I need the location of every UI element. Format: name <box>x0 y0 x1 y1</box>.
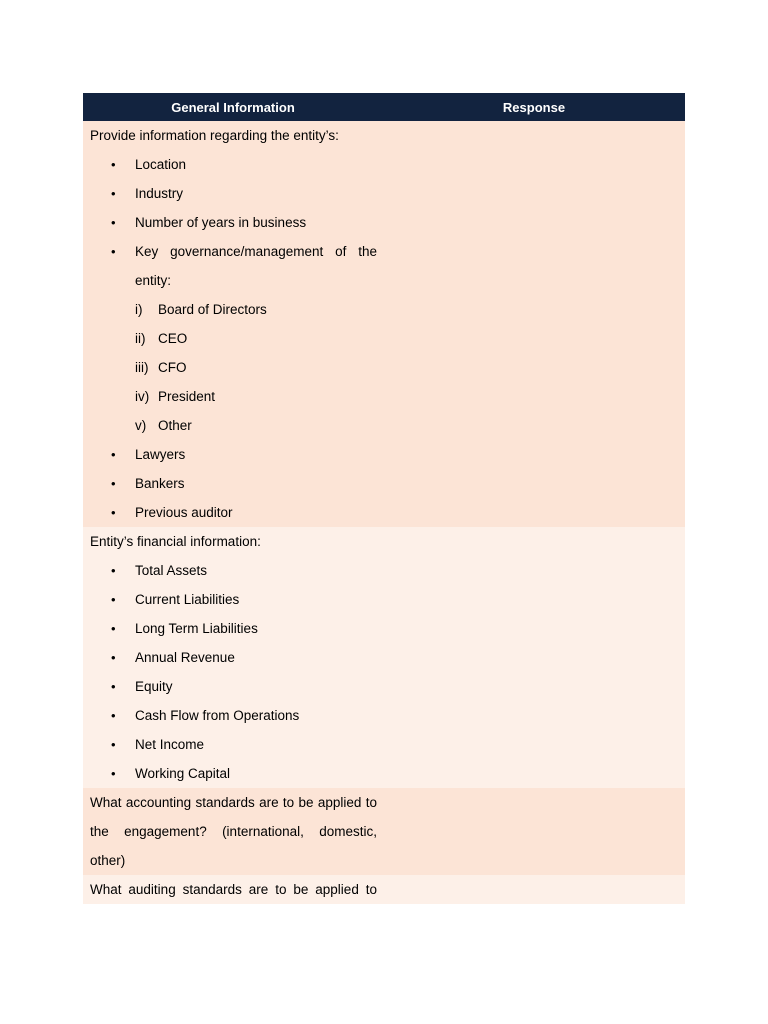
bullet-icon: • <box>111 157 116 172</box>
financial-info-list <box>90 556 383 788</box>
entity-info-intro: Provide information regarding the entity’s: <box>90 128 339 143</box>
list-item: • Industry <box>90 179 377 208</box>
question-cell <box>83 788 383 875</box>
list-item: • Long Term Liabilities <box>90 614 377 643</box>
response-cell[interactable] <box>383 527 685 788</box>
list-item: • Number of years in business <box>90 208 377 237</box>
table-row-financial-info <box>83 527 685 788</box>
list-item: • Location <box>90 150 377 179</box>
list-item: • Working Capital <box>90 759 377 788</box>
governance-line2: entity: <box>135 273 172 288</box>
header-response: Response <box>383 93 685 121</box>
bullet-icon: • <box>111 766 116 781</box>
accounting-standards-question: What accounting standards are to be applied to the engagement? (international, domestic, other) <box>90 795 377 868</box>
table-row-accounting-standards <box>83 788 685 875</box>
sublist-item: i) Board of Directors <box>135 302 267 317</box>
bullet-icon: • <box>111 447 116 462</box>
bullet-icon: • <box>111 679 116 694</box>
general-information-table <box>83 93 685 904</box>
sublist-item: iv) President <box>135 389 216 404</box>
bullet-icon: • <box>111 244 116 259</box>
response-cell[interactable] <box>383 788 685 875</box>
bullet-icon: • <box>111 708 116 723</box>
list-item: • Annual Revenue <box>90 643 377 672</box>
bullet-icon: • <box>111 186 116 201</box>
governance-sublist <box>135 295 377 440</box>
question-cell <box>83 121 383 527</box>
response-cell[interactable] <box>383 121 685 527</box>
question-cell <box>83 875 383 904</box>
sublist-item: ii) CEO <box>135 331 188 346</box>
bullet-icon: • <box>111 737 116 752</box>
list-item: • Equity <box>90 672 377 701</box>
financial-info-intro: Entity’s financial information: <box>90 534 261 549</box>
auditing-standards-question: What auditing standards are to be applied to <box>90 882 377 897</box>
list-item-governance <box>90 237 377 440</box>
bullet-icon: • <box>111 621 116 636</box>
bullet-icon: • <box>111 476 116 491</box>
bullet-icon: • <box>111 650 116 665</box>
sublist-item: iii) CFO <box>135 360 187 375</box>
sublist-item: v) Other <box>135 418 192 433</box>
table-header-row <box>83 93 685 121</box>
list-item: • Total Assets <box>90 556 377 585</box>
bullet-icon: • <box>111 215 116 230</box>
list-item: • Current Liabilities <box>90 585 377 614</box>
governance-line1: Key governance/management of the <box>135 244 377 259</box>
list-item: • Cash Flow from Operations <box>90 701 377 730</box>
entity-info-list <box>90 150 383 527</box>
question-cell <box>83 527 383 788</box>
list-item: • Lawyers <box>90 440 377 469</box>
table-row-entity-info <box>83 121 685 527</box>
bullet-icon: • <box>111 563 116 578</box>
list-item: • Bankers <box>90 469 377 498</box>
list-item: • Net Income <box>90 730 377 759</box>
bullet-icon: • <box>111 505 116 520</box>
list-item: • Previous auditor <box>90 498 377 527</box>
header-general-information: General Information <box>83 93 383 121</box>
table-row-auditing-standards <box>83 875 685 904</box>
response-cell[interactable] <box>383 875 685 904</box>
bullet-icon: • <box>111 592 116 607</box>
